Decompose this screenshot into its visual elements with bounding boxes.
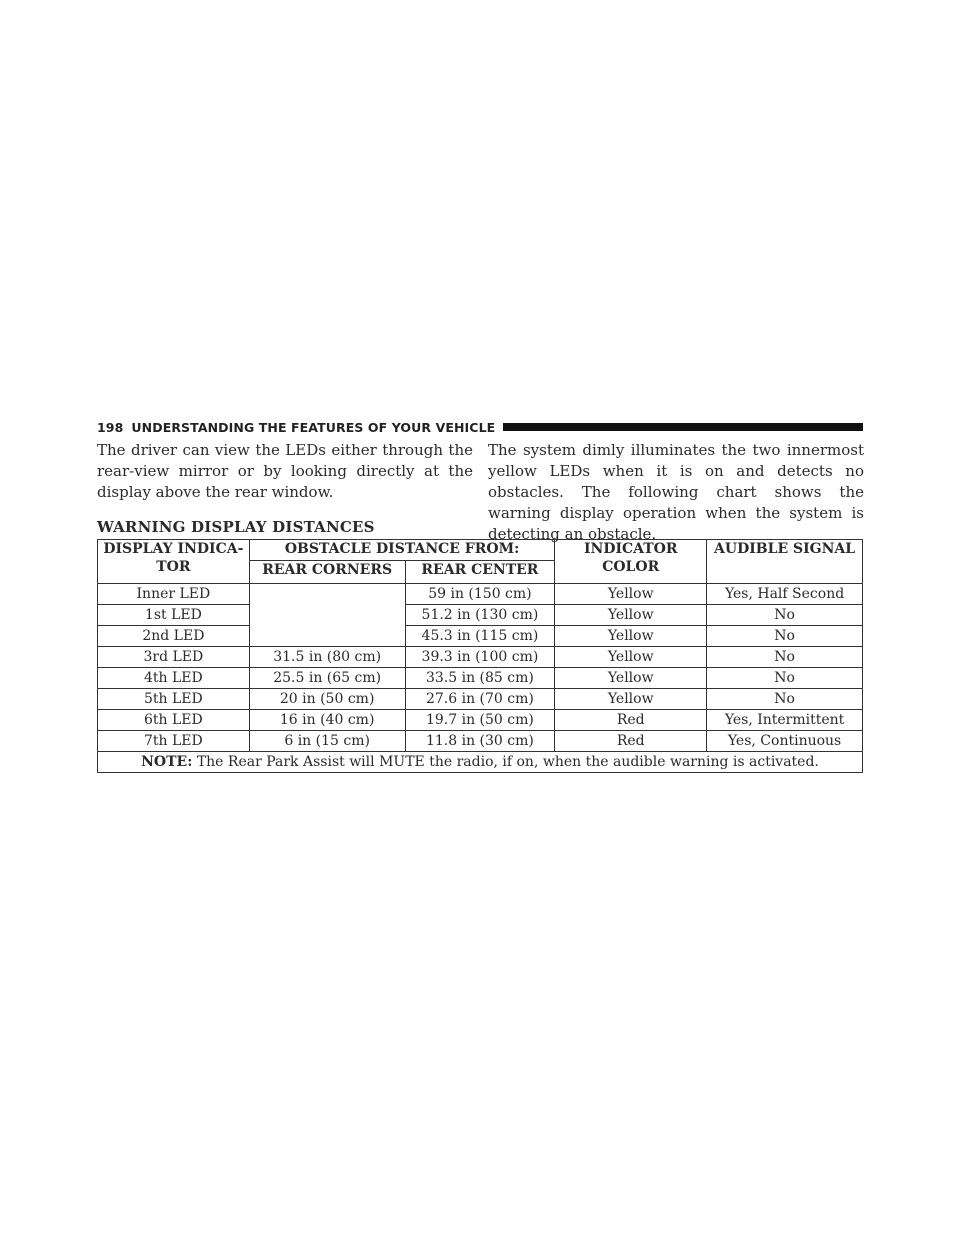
header-rule (503, 423, 863, 431)
page-number: 198 (97, 419, 124, 435)
table-row (98, 710, 863, 731)
cell-signal: Yes, Intermittent (707, 710, 863, 731)
cell-indicator: 2nd LED (98, 626, 250, 647)
cell-indicator: 4th LED (98, 668, 250, 689)
cell-indicator: 1st LED (98, 605, 250, 626)
cell-color: Yellow (555, 647, 707, 668)
cell-signal: No (707, 626, 863, 647)
cell-indicator: 6th LED (98, 710, 250, 731)
section-title: UNDERSTANDING THE FEATURES OF YOUR VEHICLE (131, 419, 496, 435)
cell-color: Red (555, 731, 707, 752)
cell-center: 33.5 in (85 cm) (405, 668, 555, 689)
note-label: NOTE: (141, 753, 193, 770)
cell-corners: 6 in (15 cm) (249, 731, 405, 752)
warning-distances-table (97, 539, 863, 773)
cell-center: 59 in (150 cm) (405, 584, 555, 605)
note-text: The Rear Park Assist will MUTE the radio, if on, when the audible warning is activated. (196, 753, 819, 770)
cell-color: Yellow (555, 584, 707, 605)
right-paragraph: The system dimly illuminates the two innermost yellow LEDs when it is on and detects no obstacles. The following chart shows the warning display operation when the system is detecting an obstacle. (488, 441, 864, 543)
table-row (98, 626, 863, 647)
cell-indicator: 5th LED (98, 689, 250, 710)
cell-signal: Yes, Half Second (707, 584, 863, 605)
table-row (98, 731, 863, 752)
header-rear-center: REAR CENTER (405, 561, 555, 584)
cell-signal: Yes, Continuous (707, 731, 863, 752)
cell-center: 39.3 in (100 cm) (405, 647, 555, 668)
table-note (98, 752, 863, 773)
cell-color: Yellow (555, 626, 707, 647)
header-indicator-color: INDICATOR COLOR (555, 540, 707, 584)
cell-indicator: 7th LED (98, 731, 250, 752)
cell-signal: No (707, 605, 863, 626)
cell-corners: 16 in (40 cm) (249, 710, 405, 731)
cell-signal: No (707, 689, 863, 710)
table-row (98, 584, 863, 605)
header-obstacle-distance: OBSTACLE DISTANCE FROM: (249, 540, 555, 561)
table-title: WARNING DISPLAY DISTANCES (97, 518, 375, 536)
cell-corners-empty (249, 584, 405, 647)
cell-color: Yellow (555, 689, 707, 710)
table-row (98, 647, 863, 668)
cell-color: Yellow (555, 605, 707, 626)
table-row (98, 668, 863, 689)
header-audible-signal: AUDIBLE SIGNAL (707, 540, 863, 584)
cell-center: 27.6 in (70 cm) (405, 689, 555, 710)
cell-center: 45.3 in (115 cm) (405, 626, 555, 647)
header-rear-corners: REAR CORNERS (249, 561, 405, 584)
table-row (98, 605, 863, 626)
left-paragraph: The driver can view the LEDs either through the rear-view mirror or by looking directly at the display above the rear window. (97, 441, 473, 501)
cell-color: Red (555, 710, 707, 731)
table-row (98, 689, 863, 710)
cell-indicator: 3rd LED (98, 647, 250, 668)
cell-signal: No (707, 668, 863, 689)
cell-center: 19.7 in (50 cm) (405, 710, 555, 731)
cell-color: Yellow (555, 668, 707, 689)
cell-center: 51.2 in (130 cm) (405, 605, 555, 626)
cell-center: 11.8 in (30 cm) (405, 731, 555, 752)
cell-corners: 25.5 in (65 cm) (249, 668, 405, 689)
table-note-row (98, 752, 863, 773)
cell-corners: 20 in (50 cm) (249, 689, 405, 710)
header-display-indicator: DISPLAY INDICA-TOR (98, 540, 250, 584)
cell-corners: 31.5 in (80 cm) (249, 647, 405, 668)
cell-indicator: Inner LED (98, 584, 250, 605)
page-header (97, 418, 863, 436)
cell-signal: No (707, 647, 863, 668)
